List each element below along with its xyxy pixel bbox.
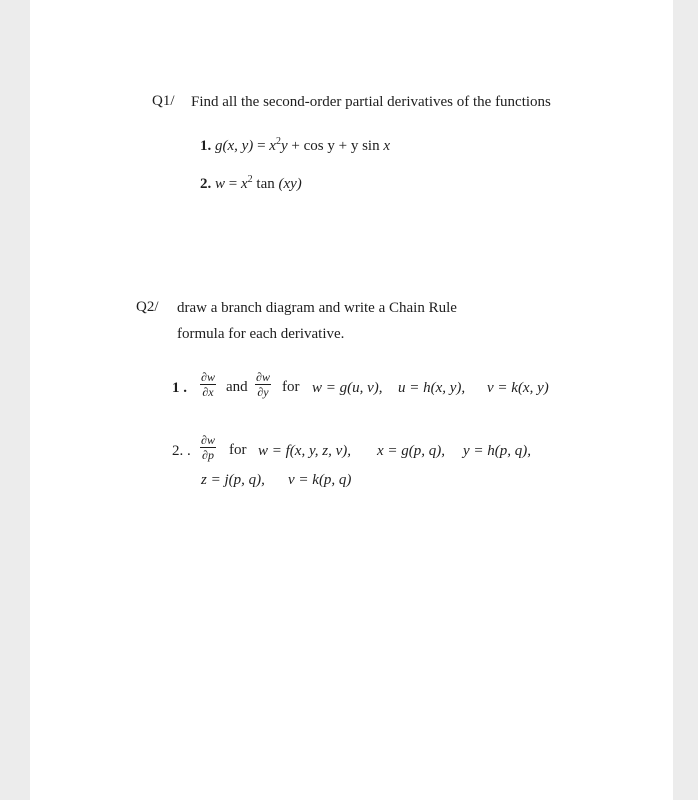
fraction-numerator: ∂w	[201, 433, 215, 447]
w-definition: w = g(u, v),	[312, 380, 383, 396]
plus-sign: +	[291, 138, 300, 154]
tan-fn: tan	[256, 176, 275, 192]
for-word: for	[229, 442, 247, 458]
cos-term: cos y	[303, 138, 335, 154]
sin-term: y sin	[350, 138, 380, 154]
sin-var: x	[383, 138, 390, 154]
and-word: and	[226, 379, 248, 395]
term-exponent: 2	[275, 136, 281, 147]
document-page	[30, 0, 673, 800]
term-tail: y	[280, 138, 288, 154]
term-base: x	[269, 138, 276, 154]
x-definition: x = g(p, q),	[377, 443, 446, 459]
plus-sign: +	[338, 138, 348, 154]
term-exponent: 2	[247, 174, 253, 185]
q2-label: Q2/	[136, 299, 159, 315]
q1-item-2	[200, 176, 302, 193]
v-definition: v = k(p, q)	[288, 472, 352, 488]
q1-item-1	[200, 138, 390, 155]
q2-prompt-line2: formula for each derivative.	[177, 326, 345, 342]
u-definition: u = h(x, y),	[398, 380, 466, 396]
q2-item-1-number: 1 .	[172, 380, 187, 396]
w-definition: w = f(x, y, z, v),	[258, 443, 352, 459]
equals-sign: =	[257, 138, 266, 154]
q2-prompt-line1: draw a branch diagram and write a Chain Rule	[177, 300, 457, 316]
fraction-numerator: ∂w	[256, 370, 270, 384]
q1-label: Q1/	[152, 93, 175, 109]
partial-w-x-fraction	[200, 371, 216, 398]
fraction-numerator: ∂w	[201, 370, 215, 384]
y-definition: y = h(p, q),	[463, 443, 532, 459]
fraction-denominator: ∂p	[202, 448, 214, 462]
equals-sign: =	[228, 176, 238, 192]
tan-arg: (xy)	[278, 176, 302, 192]
v-definition: v = k(x, y)	[487, 380, 549, 396]
term-base: x	[240, 176, 248, 192]
for-word: for	[282, 379, 300, 395]
item-number: 1.	[200, 138, 212, 154]
fraction-denominator: ∂y	[257, 385, 269, 399]
q2-item-2-number: 2. .	[172, 443, 191, 459]
partial-w-y-fraction	[255, 371, 271, 398]
q1-prompt: Find all the second-order partial derivatives of the functions	[191, 94, 551, 110]
fraction-denominator: ∂x	[202, 385, 214, 399]
item-number: 2.	[200, 176, 212, 192]
partial-w-p-fraction	[200, 434, 216, 461]
function-lhs: g(x, y)	[215, 138, 254, 154]
function-lhs: w	[215, 176, 226, 192]
z-definition: z = j(p, q),	[201, 472, 265, 488]
